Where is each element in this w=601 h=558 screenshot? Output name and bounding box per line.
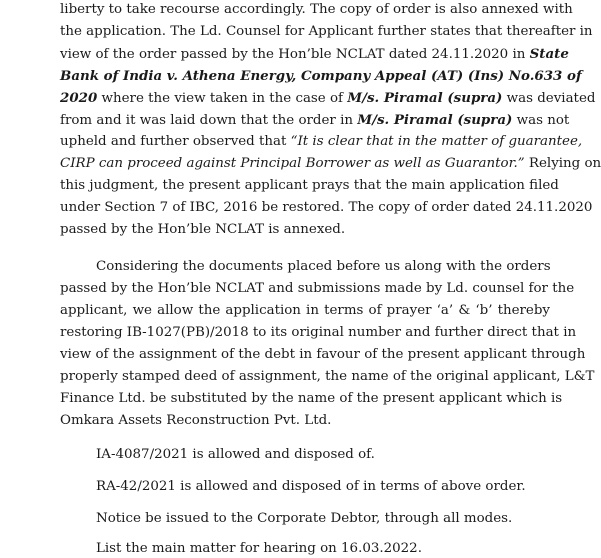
text-run: from and it was laid down that the order in (60, 113, 353, 128)
para1-line (60, 45, 569, 64)
para1-line (60, 133, 583, 151)
order-line: IA-4087/2021 is allowed and disposed of. (96, 447, 375, 462)
para1-line (60, 155, 601, 173)
text-run: was not (516, 113, 570, 128)
para1-line: liberty to take recourse accordingly. The copy of order is also annexed with (60, 2, 573, 17)
para2-line: view of the assignment of the debt in favour of the present applicant through (60, 347, 586, 362)
quotation: CIRP can proceed against Principal Borrower as well as Guarantor.” (60, 156, 525, 171)
text-run: where the view taken in the case of (101, 91, 344, 106)
order-line: RA-42/2021 is allowed and disposed of in terms of above order. (96, 479, 526, 494)
para1-line (60, 111, 570, 130)
para1-line: under Section 7 of IBC, 2016 be restored. The copy of order dated 24.11.2020 (60, 200, 593, 215)
text-run: upheld and further observed that (60, 134, 287, 149)
order-line: List the main matter for hearing on 16.03.2022. (96, 541, 422, 556)
para2-line: Considering the documents placed before us along with the orders (96, 259, 551, 274)
para2-line: properly stamped deed of assignment, the name of the original applicant, L&T (60, 369, 595, 384)
para1-line: this judgment, the present applicant prays that the main application filed (60, 178, 559, 193)
quotation: “It is clear that in the matter of guarantee, (290, 134, 583, 149)
para1-line: the application. The Ld. Counsel for Applicant further states that thereafter in (60, 24, 593, 39)
case-citation: State (529, 46, 569, 62)
para2-line: restoring IB-1027(PB)/2018 to its original number and further direct that in (60, 325, 577, 340)
text-run: Relying on (528, 156, 601, 171)
para2-line: passed by the Hon’ble NCLAT and submissions made by Ld. counsel for the (60, 281, 575, 296)
text-run: view of the order passed by the Hon’ble NCLAT dated 24.11.2020 in (60, 47, 526, 62)
text-run: was deviated (506, 91, 596, 106)
para2-line: Finance Ltd. be substituted by the name of the present applicant which is (60, 391, 563, 406)
case-citation: 2020 (60, 90, 98, 106)
para2-line: Omkara Assets Reconstruction Pvt. Ltd. (60, 413, 332, 428)
case-citation: Bank of India v. Athena Energy, Company Appeal (AT) (Ins) No.633 of (60, 68, 582, 84)
case-citation: M/s. Piramal (supra) (347, 90, 503, 106)
para1-line: passed by the Hon’ble NCLAT is annexed. (60, 222, 346, 237)
para1-line (60, 67, 582, 86)
case-citation: M/s. Piramal (supra) (357, 112, 513, 128)
para1-line (60, 89, 596, 108)
order-line: Notice be issued to the Corporate Debtor, through all modes. (96, 511, 513, 526)
para2-line: applicant, we allow the application in terms of prayer ‘a’ & ‘b’ thereby (60, 303, 550, 318)
